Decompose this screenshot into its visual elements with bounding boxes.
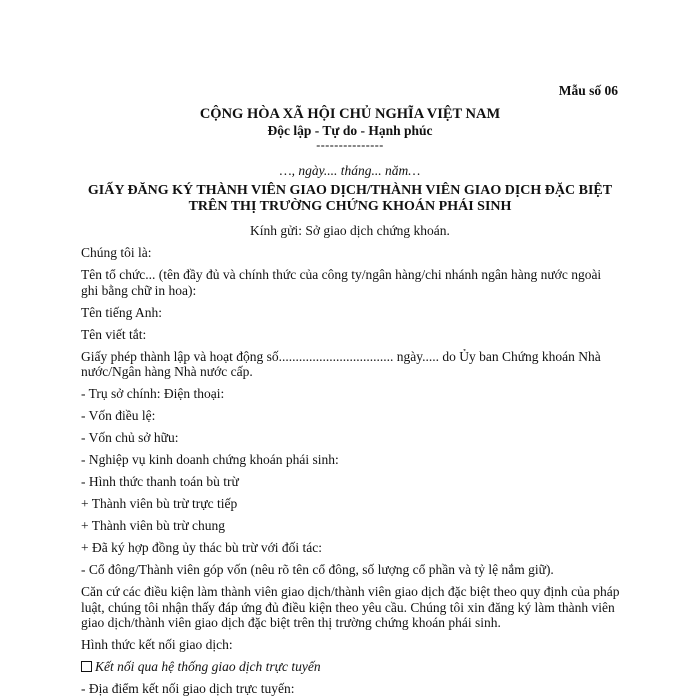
general-clearing-member-item: + Thành viên bù trừ chung (81, 518, 226, 533)
form-number: Mẫu số 06 (558, 83, 618, 98)
connection-form-label: Hình thức kết nối giao dịch: (81, 637, 233, 652)
shareholders-field: - Cổ đông/Thành viên góp vốn (nêu rõ tên cổ đông, số lượng cổ phần và tỷ lệ nắm giữ). (81, 562, 554, 577)
charter-capital-field: - Vốn điều lệ: (81, 408, 156, 423)
online-connection-option (81, 659, 621, 675)
online-connection-label: Kết nối qua hệ thống giao dịch trực tuyến (95, 659, 321, 674)
header-separator: --------------- (316, 138, 384, 152)
document-title-line-2: TRÊN THỊ TRƯỜNG CHỨNG KHOÁN PHÁI SINH (188, 199, 512, 214)
organization-name-field: Tên tổ chức... (tên đầy đủ và chính thức của công ty/ngân hàng/chi nhánh ngân hàng nước ngoài ghi bằng chữ in hoa): (81, 267, 602, 298)
document-title-line-1: GIẤY ĐĂNG KÝ THÀNH VIÊN GIAO DỊCH/THÀNH VIÊN GIAO DỊCH ĐẶC BIỆT (87, 183, 613, 198)
head-office-field: - Trụ sở chính: Điện thoại: (81, 386, 225, 401)
license-field: Giấy phép thành lập và hoạt động số.................................. ngày..... do Ủy ban Chứng khoán Nhà nước/Ngân hàng Nhà nước cấp. (81, 348, 601, 379)
form-body (81, 245, 621, 697)
equity-field: - Vốn chủ sở hữu: (81, 430, 179, 445)
direct-clearing-member-item: + Thành viên bù trừ trực tiếp (81, 496, 238, 511)
checkbox-icon[interactable] (81, 661, 92, 672)
national-header (0, 106, 700, 179)
nation-name: CỘNG HÒA XÃ HỘI CHỦ NGHĨA VIỆT NAM (199, 106, 501, 122)
place-date-line: …, ngày.... tháng... năm… (279, 163, 421, 178)
recipient-line: Kính gửi: Sở giao dịch chứng khoán. (250, 223, 450, 238)
derivatives-business-field: - Nghiệp vụ kinh doanh chứng khoán phái sinh: (81, 452, 339, 467)
declaration-paragraph: Căn cứ các điều kiện làm thành viên giao dịch/thành viên giao dịch đặc biệt theo quy định của pháp luật, chúng tôi nhận thấy đáp ứng đủ điều kiện theo yêu cầu. Chúng tôi xin đăng ký làm thành viên giao dịch/thành viên giao dịch đặc biệt trên thị trường chứng khoán phái sinh. (81, 584, 620, 630)
national-motto: Độc lập - Tự do - Hạnh phúc (267, 123, 433, 138)
short-name-field: Tên viết tắt: (81, 326, 147, 342)
clearing-contract-item: + Đã ký hợp đồng ủy thác bù trừ với đối tác: (81, 540, 323, 555)
document-title-block (0, 183, 700, 239)
we-are-label: Chúng tôi là: (81, 245, 152, 260)
online-location-field: - Địa điểm kết nối giao dịch trực tuyến: (81, 681, 295, 696)
english-name-field: Tên tiếng Anh: (81, 304, 162, 320)
clearing-form-field: - Hình thức thanh toán bù trừ (81, 474, 239, 489)
